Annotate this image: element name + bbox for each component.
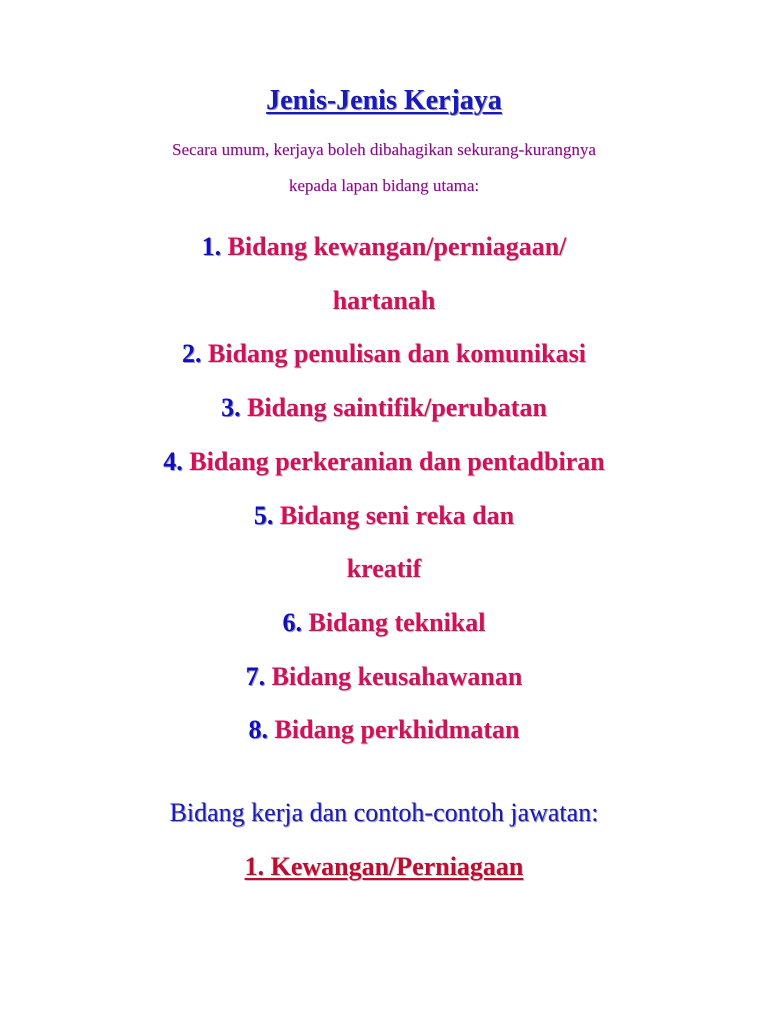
list-item-2	[0, 337, 768, 371]
intro-text-line-2: kepada lapan bidang utama:	[288, 176, 480, 195]
list-item-6	[0, 606, 768, 640]
list-item-text: Bidang saintifik/perubatan	[247, 393, 547, 422]
list-item-5	[0, 499, 768, 533]
list-item-4	[0, 445, 768, 479]
list-item-3	[0, 391, 768, 425]
section-heading: Bidang kerja dan contoh-contoh jawatan:	[169, 798, 599, 827]
list-item-number: 1.	[201, 232, 222, 261]
list-item-text: hartanah	[332, 286, 436, 315]
list-item-number: 3.	[221, 393, 241, 422]
subsection-heading: 1. Kewangan/Perniagaan	[244, 852, 524, 881]
list-item-number: 7.	[245, 662, 266, 691]
document-title: Jenis-Jenis Kerjaya	[266, 85, 502, 116]
list-item-text: Bidang perkhidmatan	[274, 715, 520, 744]
list-item-7	[0, 660, 768, 694]
list-item-8	[0, 713, 768, 747]
list-item-text: Bidang teknikal	[308, 608, 486, 637]
list-item-text: kreatif	[346, 554, 422, 583]
list-item-5-continued	[0, 552, 768, 586]
list-item-1-continued	[0, 284, 768, 318]
list-item-number: 2.	[182, 339, 202, 368]
list-item-number: 4.	[163, 447, 183, 476]
list-item-number: 8.	[248, 715, 269, 744]
list-item-text: Bidang keusahawanan	[271, 662, 523, 691]
list-item-text: Bidang penulisan dan komunikasi	[208, 339, 586, 368]
list-item-1	[0, 230, 768, 264]
list-item-number: 6.	[282, 608, 302, 637]
list-item-number: 5.	[253, 501, 274, 530]
list-item-text: Bidang seni reka dan	[279, 501, 515, 530]
intro-text-line-1: Secara umum, kerjaya boleh dibahagikan sekurang-kurangnya	[172, 140, 596, 159]
list-item-text: Bidang kewangan/perniagaan/	[227, 232, 567, 261]
list-item-text: Bidang perkeranian dan pentadbiran	[189, 447, 605, 476]
